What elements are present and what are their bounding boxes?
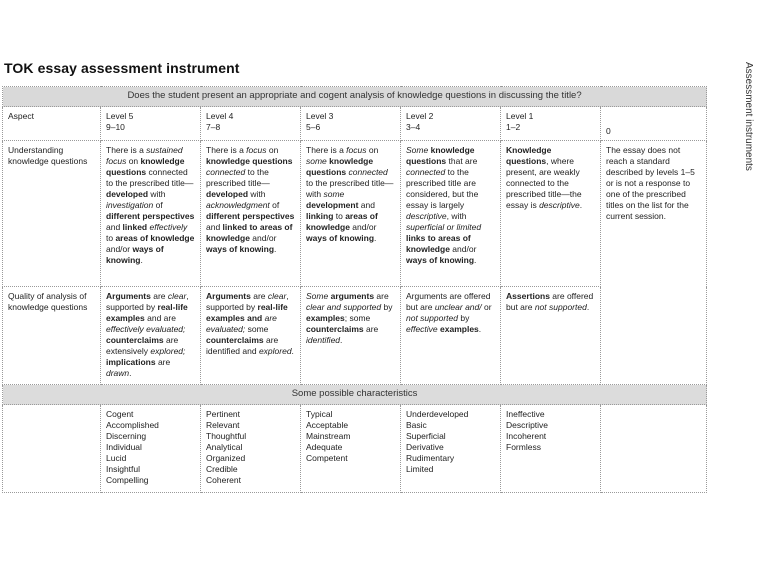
quality-label: Quality of analysis of knowledge questions <box>3 287 101 385</box>
list-item: Ineffective <box>506 409 545 419</box>
characteristics-level-3 <box>301 405 401 493</box>
list-item: Superficial <box>406 431 446 441</box>
list-item: Rudimentary <box>406 453 455 463</box>
list-item: Limited <box>406 464 434 474</box>
list-item: Pertinent <box>206 409 241 419</box>
characteristics-level-4 <box>201 405 301 493</box>
list-item: Insightful <box>106 464 141 474</box>
characteristics-level-2 <box>401 405 501 493</box>
list-item: Discerning <box>106 431 147 441</box>
level-5-header: Level 5 9–10 <box>101 107 201 141</box>
quality-level-3: Some arguments are clear and supported by examples; some counterclaims are identified. <box>301 287 401 385</box>
understanding-level-3: There is a focus on some knowledge questions connected to the prescribed title—with some development and linking to areas of knowledge and/or ways of knowing. <box>301 141 401 287</box>
level-0-description: The essay does not reach a standard described by levels 1–5 or is not a response to one of the prescribed titles on the list for the current session. <box>601 141 707 385</box>
list-item: Descriptive <box>506 420 549 430</box>
understanding-level-2: Some knowledge questions that are connected to the prescribed title are considered, but the essay is largely descriptive, with superficial or limited links to areas of knowledge and/or ways of knowing. <box>401 141 501 287</box>
understanding-row <box>3 141 707 287</box>
understanding-level-1: Knowledge questions, where present, are weakly connected to the prescribed title—the essay is descriptive. <box>501 141 601 287</box>
list-item: Analytical <box>206 442 243 452</box>
understanding-level-4: There is a focus on knowledge questions connected to the prescribed title—developed with acknowledgment of different perspectives and linked to areas of knowledge and/or ways of knowing. <box>201 141 301 287</box>
list-item: Underdeveloped <box>406 409 469 419</box>
characteristics-level-5 <box>101 405 201 493</box>
characteristics-aspect-cell <box>3 405 101 493</box>
list-item: Individual <box>106 442 142 452</box>
list-item: Coherent <box>206 475 241 485</box>
characteristics-level-0 <box>601 405 707 493</box>
list-item: Compelling <box>106 475 149 485</box>
assessment-table <box>2 86 707 493</box>
quality-level-5: Arguments are clear, supported by real-life examples and are effectively evaluated; counterclaims are extensively explored; implications are drawn. <box>101 287 201 385</box>
quality-level-1: Assertions are offered but are not supported. <box>501 287 601 385</box>
understanding-label: Understanding knowledge questions <box>3 141 101 287</box>
list-item: Formless <box>506 442 541 452</box>
level-3-header: Level 3 5–6 <box>301 107 401 141</box>
list-item: Incoherent <box>506 431 547 441</box>
understanding-level-5: There is a sustained focus on knowledge questions connected to the prescribed title—developed with investigation of different perspectives and linked effectively to areas of knowledge and/or ways of knowing. <box>101 141 201 287</box>
list-item: Credible <box>206 464 238 474</box>
level-2-header: Level 2 3–4 <box>401 107 501 141</box>
list-item: Competent <box>306 453 348 463</box>
characteristics-row <box>3 405 707 493</box>
side-label: Assessment instruments <box>743 62 754 171</box>
list-item: Relevant <box>206 420 240 430</box>
list-item: Organized <box>206 453 246 463</box>
list-item: Typical <box>306 409 333 419</box>
quality-level-2: Arguments are offered but are unclear and/ or not supported by effective examples. <box>401 287 501 385</box>
list-item: Lucid <box>106 453 127 463</box>
aspect-header: Aspect <box>3 107 101 141</box>
question-banner: Does the student present an appropriate and cogent analysis of knowledge questions in discussing the title? <box>3 87 707 107</box>
list-item: Accomplished <box>106 420 159 430</box>
page-title: TOK essay assessment instrument <box>4 60 240 76</box>
list-item: Adequate <box>306 442 343 452</box>
list-item: Thoughtful <box>206 431 247 441</box>
list-item: Acceptable <box>306 420 349 430</box>
list-item: Mainstream <box>306 431 351 441</box>
quality-level-4: Arguments are clear, supported by real-life examples and are evaluated; some counterclaims are identified and explored. <box>201 287 301 385</box>
list-item: Cogent <box>106 409 134 419</box>
level-0-header: 0 <box>601 107 707 141</box>
characteristics-level-1 <box>501 405 601 493</box>
header-row <box>3 107 707 141</box>
list-item: Derivative <box>406 442 444 452</box>
characteristics-banner: Some possible characteristics <box>3 385 707 405</box>
level-1-header: Level 1 1–2 <box>501 107 601 141</box>
level-4-header: Level 4 7–8 <box>201 107 301 141</box>
list-item: Basic <box>406 420 427 430</box>
